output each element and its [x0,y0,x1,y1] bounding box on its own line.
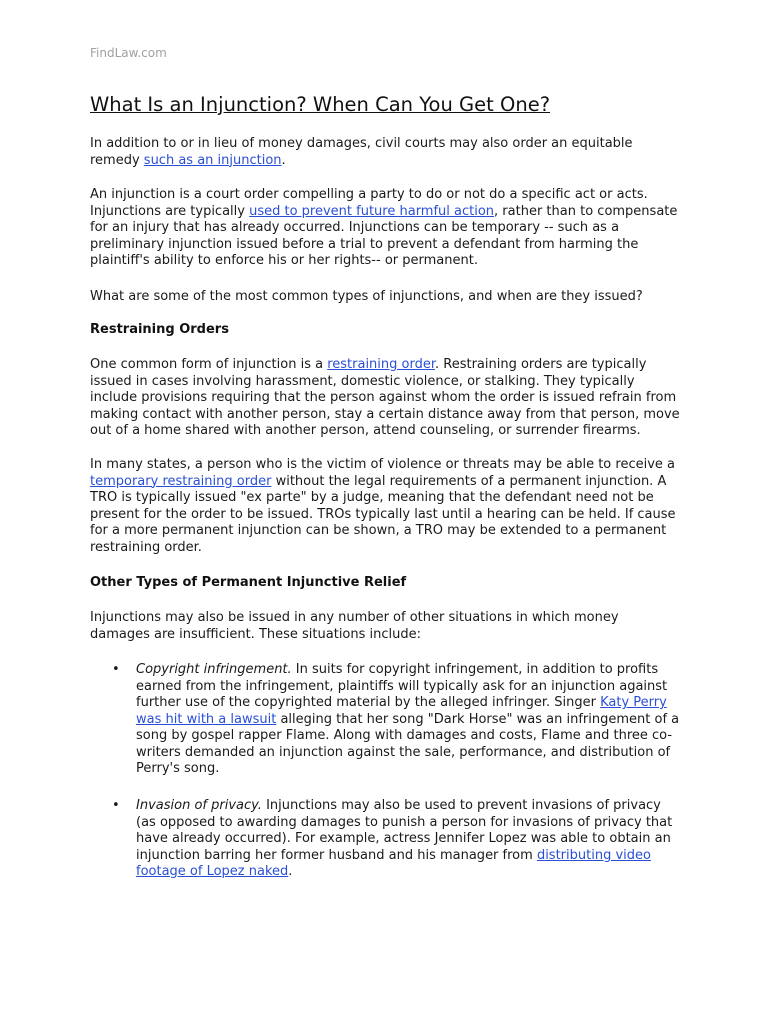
restraining-orders-heading: Restraining Orders [90,322,229,337]
other-relief-heading: Other Types of Permanent Injunctive Relief [90,575,407,590]
source-label: FindLaw.com [90,46,167,60]
intro-text: In addition to or in lieu of money damages, civil courts may also order an equitable remedy [90,136,633,168]
restraining-p2-text-2: without the legal requirements of a permanent injunction. A TRO is typically issued "ex parte" by a judge, meaning that the defendant need not be present for the order to be issued. TROs typically last until a hearing can be held. If cause for a more permanent injunction can be shown, a TRO may be extended to a permanent restraining order. [90,473,676,555]
link-katy-perry-lawsuit[interactable]: Katy Perry was hit with a lawsuit [136,695,667,727]
list-item-privacy [136,798,682,881]
link-such-as-an-injunction[interactable]: such as an injunction [143,152,282,168]
question-paragraph: What are some of the most common types of injunctions, and when are they issued? [90,289,643,304]
restraining-paragraph-1 [90,357,680,440]
bullet-marker: • [112,662,120,677]
link-restraining-order[interactable]: restraining order [327,357,435,372]
privacy-text-2: . [288,864,293,879]
intro-paragraph [90,136,680,169]
intro-end: . [281,152,286,168]
restraining-p2-text-1: In many states, a person who is the victim of violence or threats may be able to receive a [90,457,675,472]
list-item-copyright [136,662,682,778]
link-lopez-video-footage[interactable]: distributing video footage of Lopez naked [136,847,651,879]
restraining-paragraph-2 [90,457,680,556]
definition-paragraph [90,187,680,270]
restraining-p1-text-2: . Restraining orders are typically issued in cases involving harassment, domestic violence, or stalking. They typically include provisions requiring that the person against whom the order is issued refrain from making contact with another person, stay a certain distance away from that person, move out of a home shared with another person, attend counseling, or surrender firearms. [90,357,680,438]
definition-text-2: , rather than to compensate for an injury that has already occurred. Injunctions can be temporary -- such as a preliminary injunction issued before a trial to prevent a defendant from harming the plaintiff's ability to enforce his or her rights-- or permanent. [90,203,678,268]
other-relief-intro: Injunctions may also be issued in any number of other situations in which money damages are insufficient. These situations include: [90,610,619,642]
definition-text-1: An injunction is a court order compelling a party to do or not do a specific act or acts. Injunctions are typically [90,187,648,219]
privacy-text-1: Injunctions may also be used to prevent invasions of privacy (as opposed to awarding damages to punish a person for invasions of privacy that have already occurred). For example, actress Jennifer Lopez was able to obtain an injunction barring her former husband and his manager from [136,798,673,863]
bullet-marker: • [112,798,120,813]
copyright-term: Copyright infringement. [136,662,292,677]
copyright-text-1: In suits for copyright infringement, in addition to profits earned from the infringement, plaintiffs will typically ask for an injunction against further use of the copyrighted material by the alleged infringer. Singer [136,662,668,710]
privacy-term: Invasion of privacy. [136,798,262,813]
restraining-p1-text-1: One common form of injunction is a [90,357,328,372]
copyright-text-2: alleging that her song "Dark Horse" was an infringement of a song by gospel rapper Flame. Along with damages and costs, Flame and three co-writers demanded an injunction against the sale, performance, and distribution of Perry's song. [136,711,680,776]
page-title: What Is an Injunction? When Can You Get One? [90,93,551,116]
link-prevent-future-harm[interactable]: used to prevent future harmful action [249,203,495,219]
link-temporary-restraining-order[interactable]: temporary restraining order [90,473,272,489]
